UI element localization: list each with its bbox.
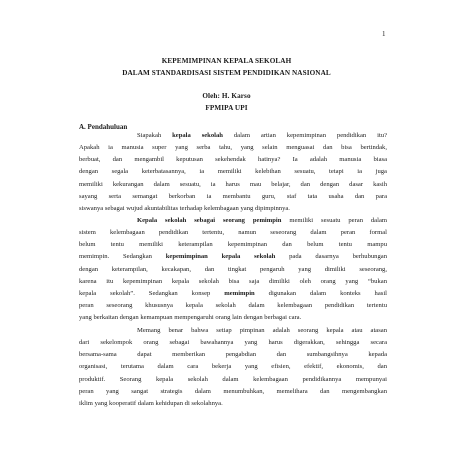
text-line: [79, 154, 387, 166]
text-line: [79, 227, 387, 239]
text-run: dari sekelompok orang sebagai bawahannya yang harus digerakkan, sehingga secara: [79, 339, 387, 347]
text-run: digunakan dalam konteks hasil: [254, 289, 387, 297]
text-run: yang berkaitan dengan kemampuan mempengaruhi orang lain dengan berbagai cara.: [79, 314, 302, 322]
bold-text: kepemimpinan kepala sekolah: [165, 253, 276, 261]
text-line: [79, 325, 387, 337]
paragraph-3: [79, 325, 387, 410]
text-run: memiliki sesuatu peran dalam: [281, 217, 387, 224]
text-run: dengan segala keterbatasannya, ia memiliki kelebihan sesuatu, tetapi ia juga: [79, 168, 387, 176]
author-by-line: Oleh: H. Karso: [202, 92, 251, 100]
text-line: [79, 239, 387, 251]
bold-text: memimpin: [224, 289, 255, 297]
text-run: sistem kelembagaan pendidikan tertentu, namun seseorang dalam peran formal: [79, 229, 387, 237]
title-line-1: KEPEMIMPINAN KEPALA SEKOLAH: [161, 57, 292, 65]
paragraph-1: [79, 130, 387, 215]
text-line: [79, 215, 387, 227]
text-line: [79, 264, 387, 276]
text-line: [79, 337, 387, 349]
text-run: dalam artian kepemimpinan pendidikan itu?: [222, 132, 387, 139]
text-line: [79, 276, 387, 288]
text-line: [79, 166, 387, 178]
text-line: [79, 179, 387, 191]
text-run: kepala sekolah”. Sedangkan konsep: [79, 289, 225, 297]
page-number: 1: [382, 30, 386, 38]
bold-text: Kepala sekolah sebagai seorang pemimpin: [137, 217, 282, 224]
text-line: [79, 300, 387, 312]
text-run: karena itu kepemimpinan kepala sekolah bisa saja dimiliki oleh orang yang “bukan: [79, 277, 387, 285]
text-run: produktif. Seorang kepala sekolah dalam kelembagaan pendidikannya mempunyai: [79, 375, 387, 383]
text-line: [79, 191, 387, 203]
text-line: [79, 374, 387, 386]
text-run: memimpin. Sedangkan: [79, 253, 166, 261]
text-run: pada dasarnya berhubungan: [275, 253, 387, 261]
text-line: [79, 349, 387, 361]
title-line-2: DALAM STANDARDISASI SISTEM PENDIDIKAN NASIONAL: [122, 69, 331, 77]
text-line: [79, 203, 387, 215]
text-line: [79, 142, 387, 154]
text-line: [79, 312, 387, 324]
text-run: Memang benar bahwa setiap pimpinan adalah seorang kepala atau atasan: [137, 327, 387, 334]
author-affiliation: FPMIPA UPI: [205, 104, 248, 112]
text-run: Apakah ia manusia super yang serba tahu, yang selain menguasai dan bisa bertindak,: [79, 144, 387, 152]
text-run: bersama-sama dapat memberikan pengabdian dan sumbangsihnya kepada: [79, 351, 387, 359]
paragraph-2: [79, 215, 387, 324]
text-line: [79, 288, 387, 300]
text-line: [79, 251, 387, 263]
text-run: berbuat, dan mengambil keputusan sekehendak hatinya? Ia adalah manusia biasa: [79, 156, 387, 164]
text-line: [79, 361, 387, 373]
text-run: iklim yang kooperatif dalam kehidupan di sekolahnya.: [79, 399, 223, 407]
text-run: belum tentu memiliki keterampilan kepemimpinan dan belum tentu mampu: [79, 241, 387, 249]
text-run: dengan keterampilan, kecakapan, dan tingkat pengaruh yang dimiliki seseorang,: [79, 265, 387, 273]
text-line: [79, 386, 387, 398]
text-run: organisasi, terutama dalam cara bekerja yang efisien, efektif, ekonomis, dan: [79, 363, 387, 371]
text-run: peran seseorang khususnya kepala sekolah dalam kelembagaan pendidikan tertentu: [79, 301, 387, 309]
text-run: Siapakah: [137, 132, 173, 139]
section-heading: A. Pendahuluan: [79, 123, 128, 131]
text-run: memiliki kekurangan dalam sesuatu, ia harus mau belajar, dan dengan dasar kasih: [79, 180, 387, 188]
text-run: siswanya sebagai wujud akuntabilitas terhadap kelembagaan yang dipimpinnya.: [79, 204, 290, 212]
text-run: sayang serta semangat berkorban ia membantu guru, staf tata usaha dan para: [79, 192, 387, 200]
text-line: [79, 398, 387, 410]
text-run: peran yang sangat strategis dalam menumbuhkan, memelihara dan mengembangkan: [79, 387, 387, 395]
bold-text: kepala sekolah: [172, 132, 223, 139]
text-line: [79, 130, 387, 142]
